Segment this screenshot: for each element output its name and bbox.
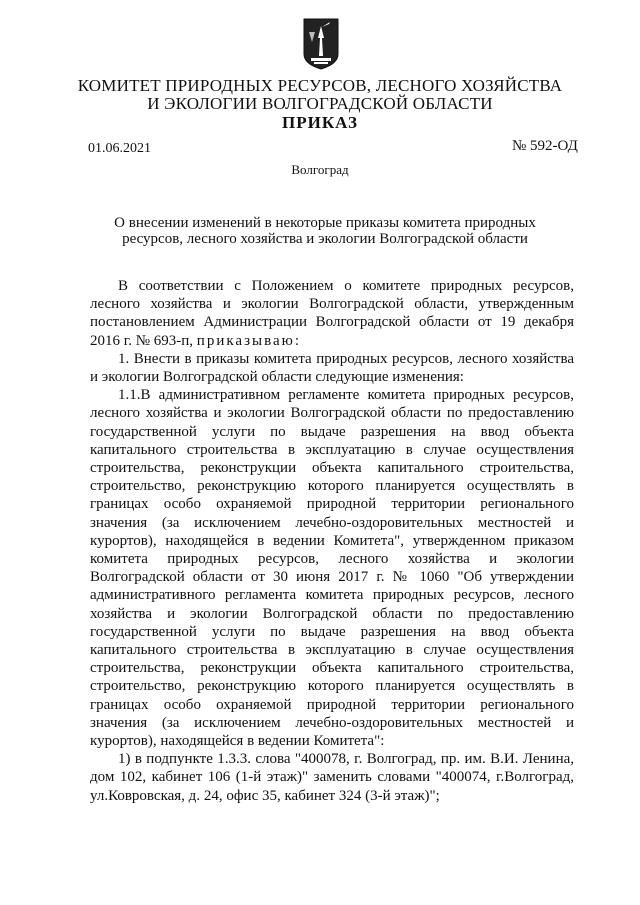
order-number: № 592-ОД: [512, 138, 578, 154]
preamble-paragraph: [90, 277, 574, 350]
document-type: ПРИКАЗ: [282, 113, 358, 132]
coat-of-arms-icon: [303, 18, 339, 70]
order-body: [90, 277, 574, 805]
clause-1-1: 1.1.В административном регламенте комитета природных ресурсов, лесного хозяйства и экологии Волгоградской области по предоставлению государственной услуги по выдаче разрешения на ввод объекта капитального строительства в эксплуатацию в случае осуществления строительства, реконструкции объекта капитального строительства, строительство, реконструкцию которого планируется осуществлять в границах особо охраняемой природной территории регионального значения (за исключением лечебно-оздоровительных местностей и курортов), находящейся в ведении Комитета", утвержденном приказом комитета природных ресурсов, лесного хозяйства и экологии Волгоградской области от 30 июня 2017 г. № 1060 "Об утверждении административного регламента комитета природных ресурсов, лесного хозяйства и экологии Волгоградской области по предоставлению государственной услуги по выдаче разрешения на ввод объекта капитального строительства в эксплуатацию в случае осуществления строительства, реконструкции объекта капитального строительства, строительство, реконструкцию которого планируется осуществлять в границах особо охраняемой природной территории регионального значения (за исключением лечебно-оздоровительных местностей и курортов), находящейся в ведении Комитета":: [90, 387, 574, 750]
preamble-text: В соответствии с Положением о комитете природных ресурсов, лесного хозяйства и экологии Волгоградской области, утвержденным постановлением Администрации Волгоградской области от 19 декабря 2016 г. № 693-п,: [90, 278, 574, 349]
committee-name-line1: КОМИТЕТ ПРИРОДНЫХ РЕСУРСОВ, ЛЕСНОГО ХОЗЯЙСТВА: [77, 76, 563, 95]
clause-1-1-item-1: 1) в подпункте 1.3.3. слова "400078, г. Волгоград, пр. им. В.И. Ленина, дом 102, кабинет 106 (1-й этаж)" заменить словами "400074, г.Волгоград, ул.Ковровская, д. 24, офис 35, кабинет 324 (3-й этаж)";: [90, 751, 574, 804]
order-subject: О внесении изменений в некоторые приказы комитета природных ресурсов, лесного хозяйства и экологии Волгоградской области: [114, 215, 536, 247]
order-city: Волгоград: [291, 162, 349, 177]
order-word: приказываю:: [196, 332, 301, 349]
order-date: 01.06.2021: [88, 141, 151, 156]
clause-1: 1. Внести в приказы комитета природных ресурсов, лесного хозяйства и экологии Волгоградской области следующие изменения:: [90, 350, 574, 386]
committee-name-line2: И ЭКОЛОГИИ ВОЛГОГРАДСКОЙ ОБЛАСТИ: [147, 94, 493, 113]
